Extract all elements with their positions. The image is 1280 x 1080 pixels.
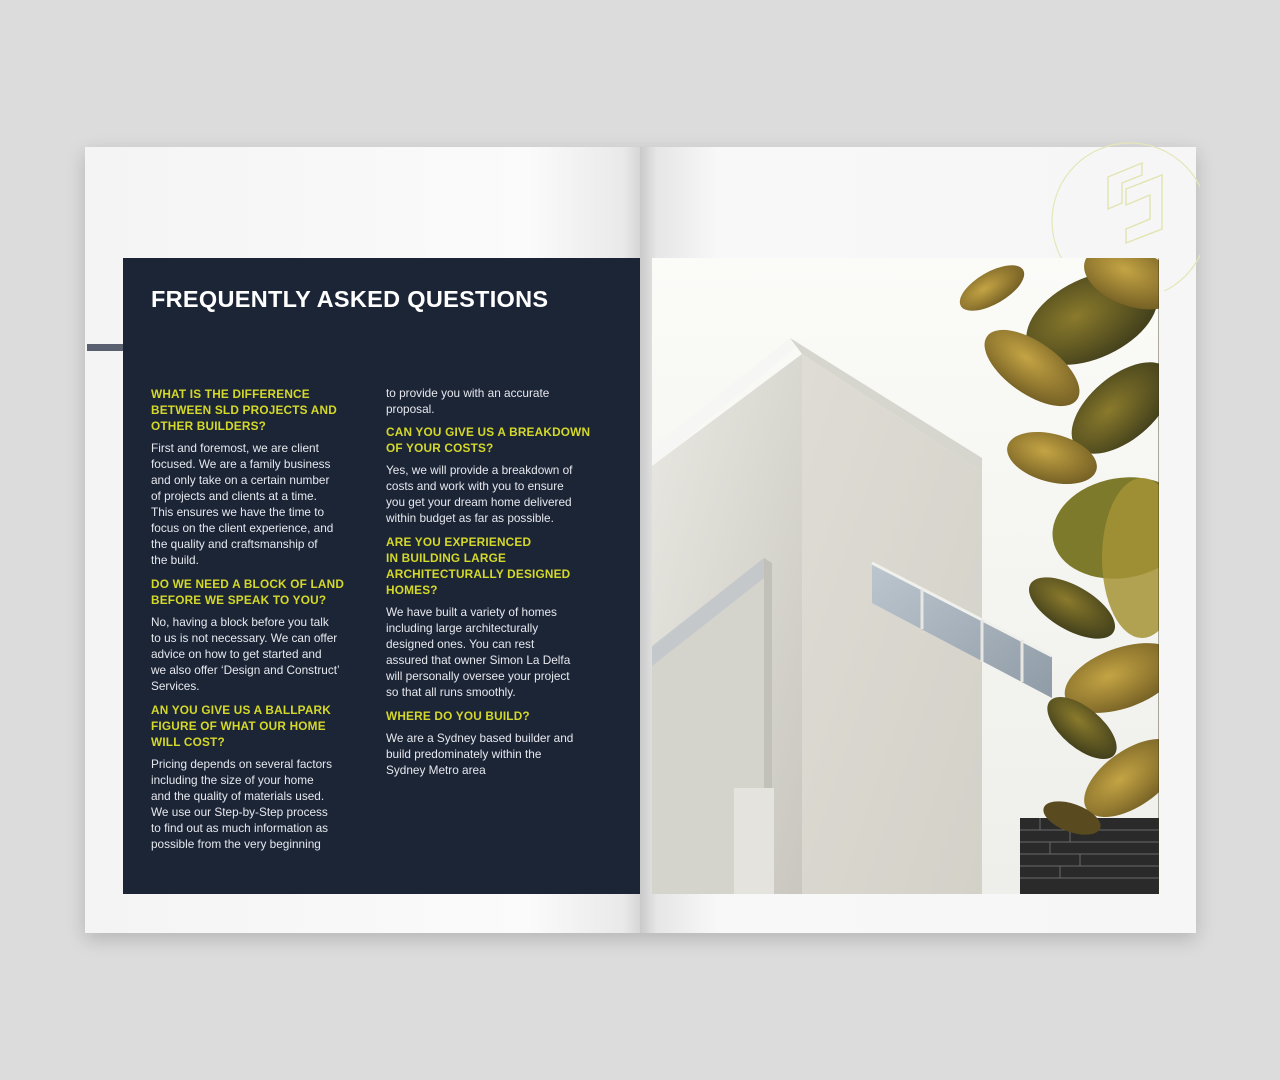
building-photo-icon <box>652 258 1159 894</box>
faq-question: DO WE NEED A BLOCK OF LAND BEFORE WE SPEAK TO YOU? <box>151 577 345 607</box>
faq-answer: Yes, we will provide a breakdown of costs and work with you to ensure you get your dream home delivered within budget as far as possible. <box>386 463 573 525</box>
faq-answer: We have built a variety of homes including large architecturally designed ones. You can rest assured that owner Simon La Delfa will personally oversee your project so that all runs smoothly. <box>386 605 571 699</box>
faq-panel <box>123 258 640 894</box>
faq-answer: First and foremost, we are client focused. We are a family business and only take on a certain number of projects and clients at a time. This ensures we have the time to focus on the client experience, and the quality and craftsmanship of the build. <box>151 441 334 567</box>
brochure-spread <box>85 147 1196 933</box>
faq-question: WHAT IS THE DIFFERENCE BETWEEN SLD PROJECTS AND OTHER BUILDERS? <box>151 387 337 433</box>
faq-question: ARE YOU EXPERIENCED IN BUILDING LARGE ARCHITECTURALLY DESIGNED HOMES? <box>386 535 571 597</box>
right-page <box>640 147 1196 933</box>
faq-answer-continued: to provide you with an accurate proposal. <box>386 386 550 416</box>
faq-answer: We are a Sydney based builder and build predominately within the Sydney Metro area <box>386 731 574 777</box>
faq-question: AN YOU GIVE US A BALLPARK FIGURE OF WHAT OUR HOME WILL COST? <box>151 703 331 749</box>
faq-answer: Pricing depends on several factors including the size of your home and the quality of materials used. We use our Step-by-Step process to find out as much information as possible from the very beginning <box>151 757 332 851</box>
faq-answer: No, having a block before you talk to us is not necessary. We can offer advice on how to get started and we also offer ‘Design and Construct’ Services. <box>151 615 340 693</box>
page-title: FREQUENTLY ASKED QUESTIONS <box>151 286 549 312</box>
left-page <box>85 147 640 933</box>
building-photo <box>652 258 1159 894</box>
faq-question: CAN YOU GIVE US A BREAKDOWN OF YOUR COSTS? <box>386 425 591 455</box>
faq-column-1 <box>151 386 371 860</box>
faq-question: WHERE DO YOU BUILD? <box>386 709 530 723</box>
faq-column-2 <box>386 385 606 786</box>
